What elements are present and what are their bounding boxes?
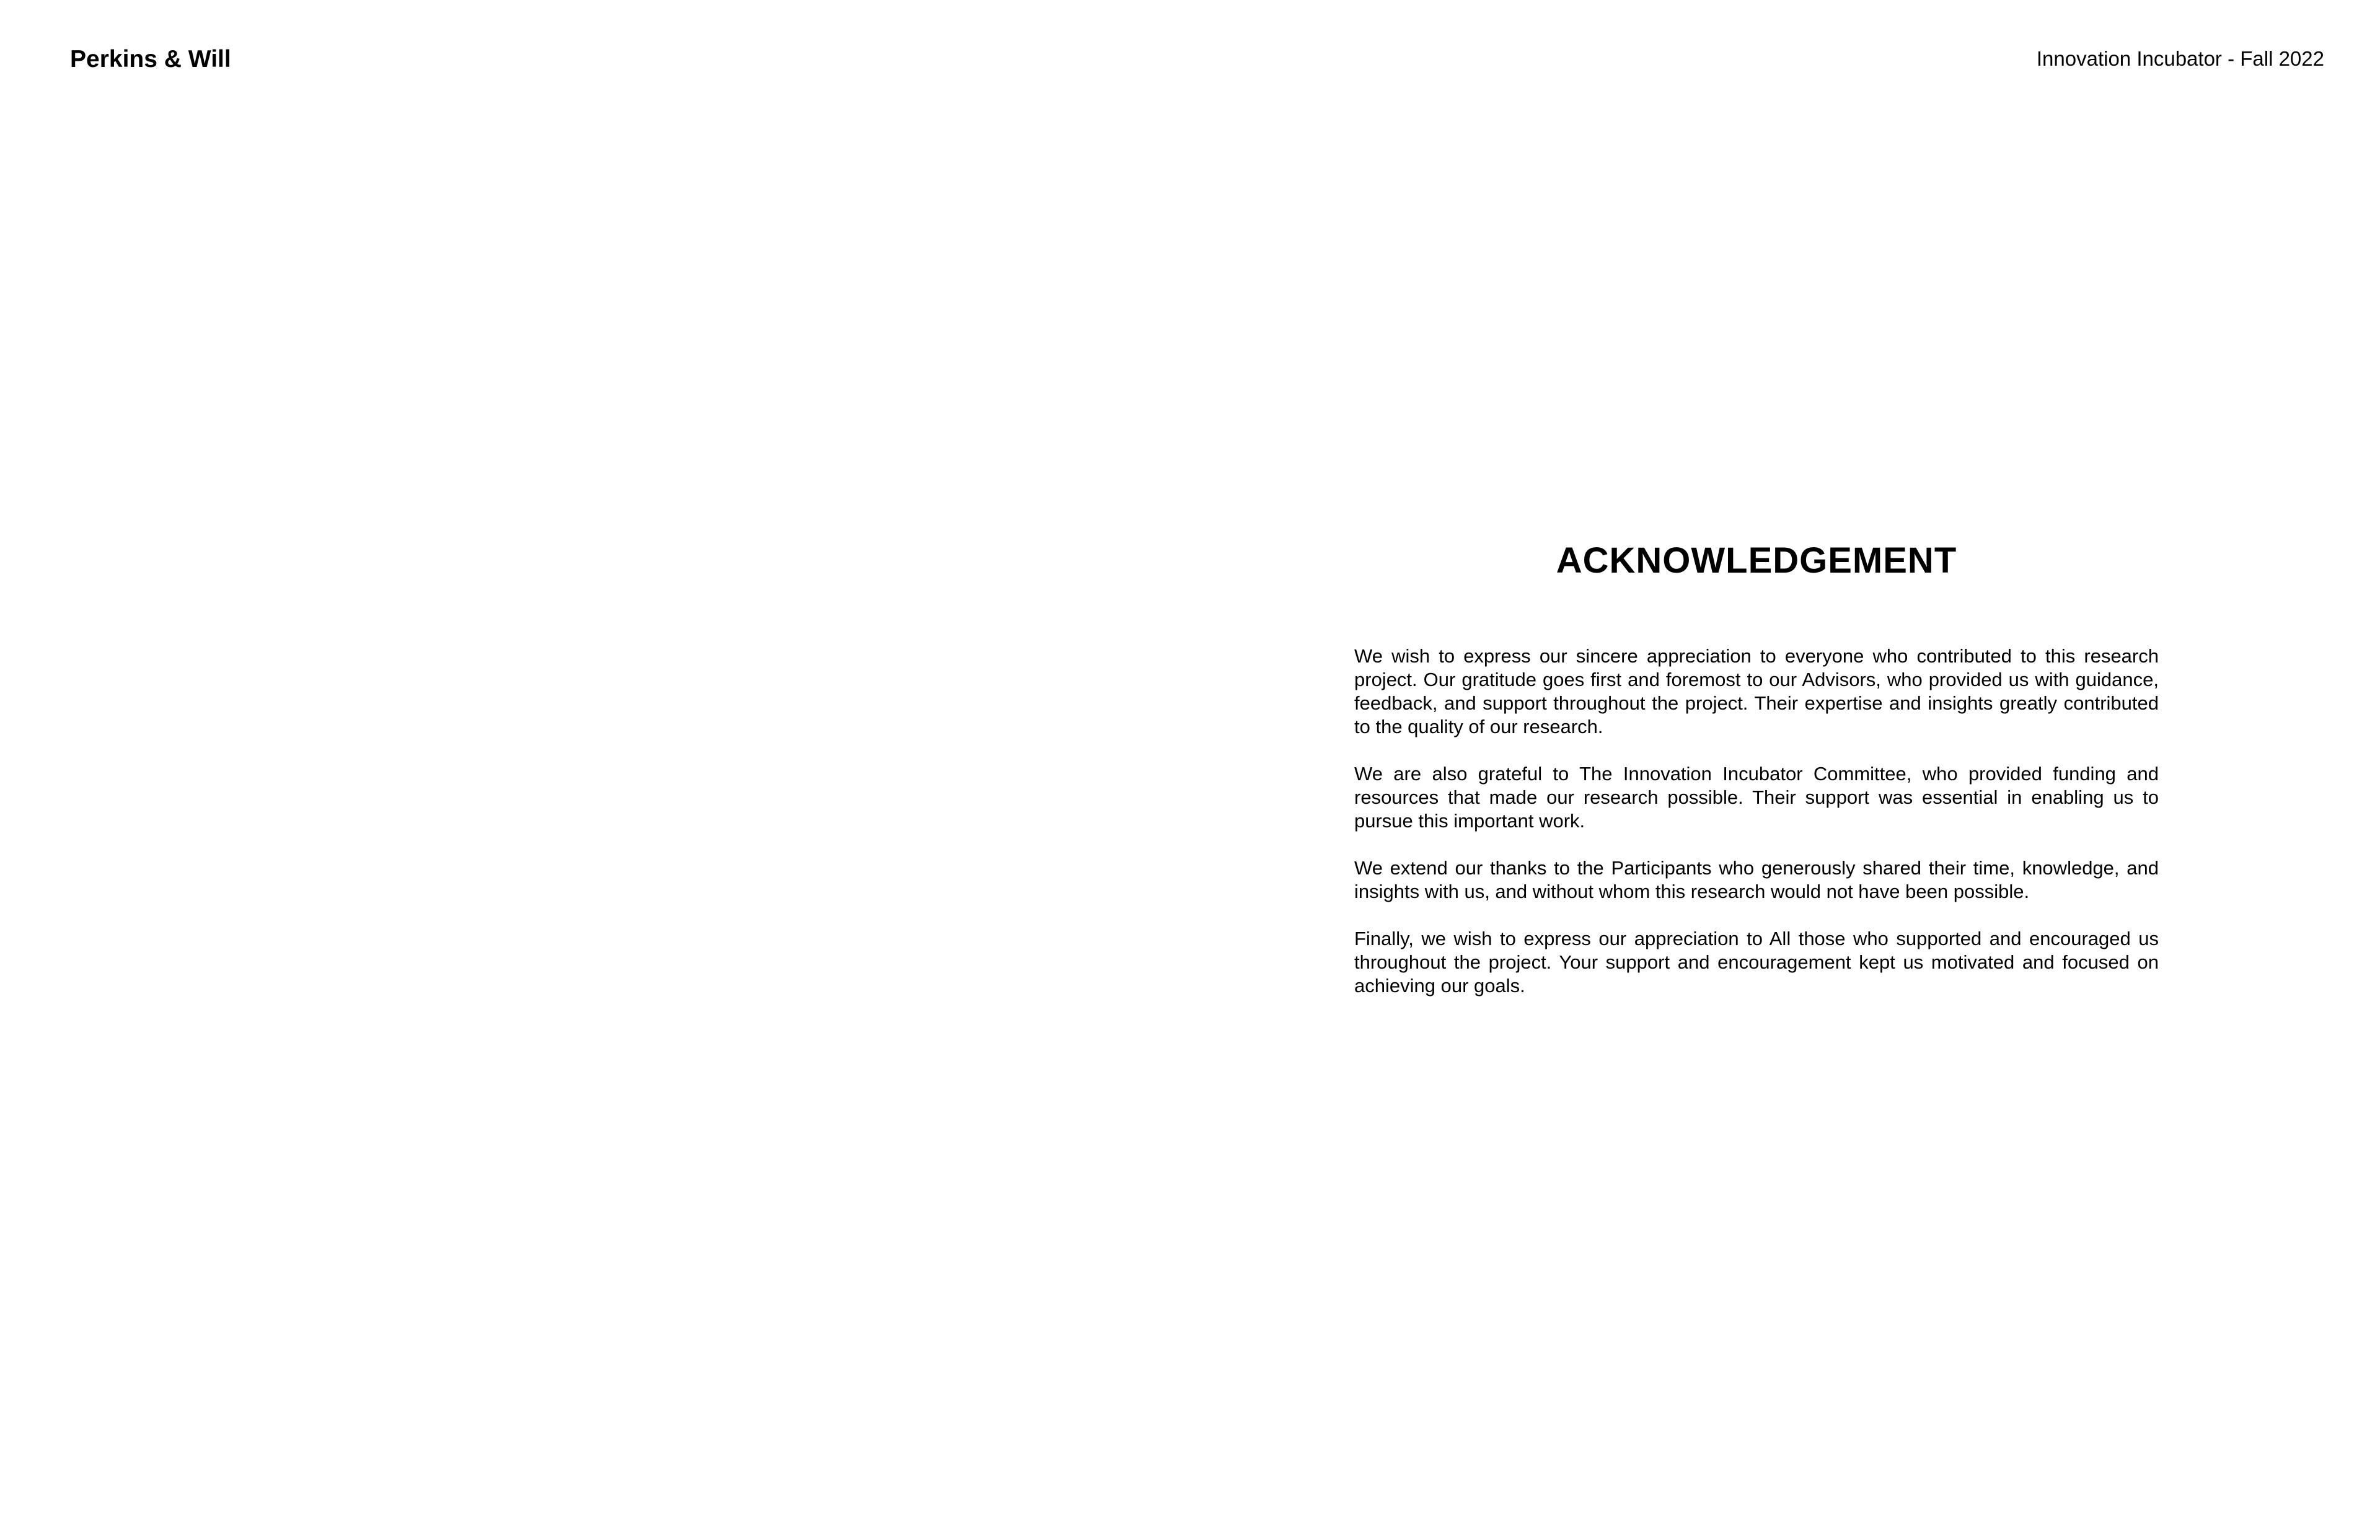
acknowledgement-section [1354, 539, 2159, 998]
paragraph-committee: We are also grateful to The Innovation Incubator Committee, who provided funding and resources that made our research possible. Their support was essential in enabling us to pursue this important work. [1354, 763, 2159, 832]
brand-logo-text: Perkins & Will [70, 46, 231, 73]
paragraph-participants: We extend our thanks to the Participants who generously shared their time, knowledge, and insights with us, and without whom this research would not have been possible. [1354, 857, 2159, 902]
document-title: Innovation Incubator - Fall 2022 [2036, 47, 2324, 70]
page-title: ACKNOWLEDGEMENT [1556, 540, 1957, 581]
paragraph-supporters: Finally, we wish to express our appreciation to All those who supported and encouraged us throughout the project. Your support and encouragement kept us motivated and focused on achieving our goals. [1354, 928, 2159, 997]
paragraph-advisors: We wish to express our sincere appreciation to everyone who contributed to this research project. Our gratitude goes first and foremost to our Advisors, who provided us with guidance, feedback, and support throughout the project. Their expertise and insights greatly contributed to the quality of our research. [1354, 645, 2159, 737]
